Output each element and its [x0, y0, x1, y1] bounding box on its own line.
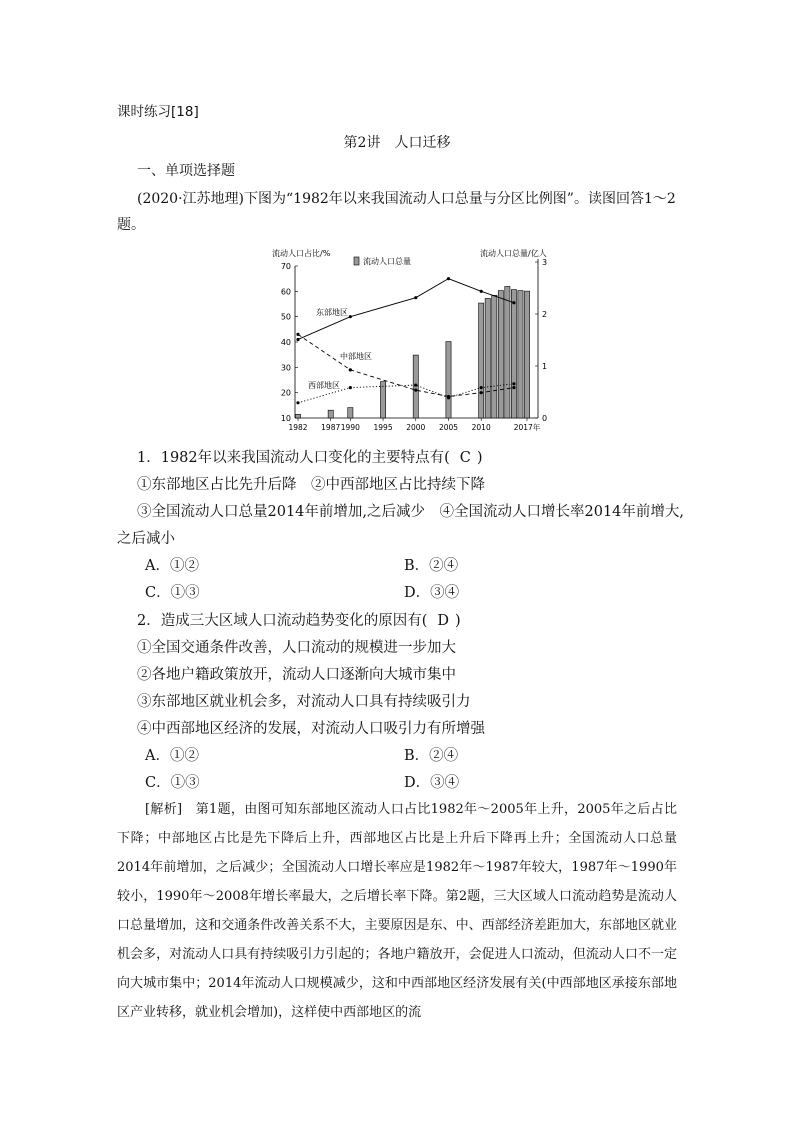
x-tick-label: 1990	[340, 423, 360, 432]
q1-statement-1: ①东部地区占比先升后降 ②中西部地区占比持续下降	[137, 477, 485, 493]
bar	[511, 290, 516, 418]
right-tick-label: 3	[542, 258, 548, 267]
bar	[492, 295, 497, 418]
q2-statement-3: ③东部地区就业机会多，对流动人口具有持续吸引力	[137, 694, 471, 710]
series-point	[296, 338, 299, 341]
series-point	[480, 386, 483, 389]
q1-statement-2: ③全国流动人口总量2014年前增加,之后减少 ④全国流动人口增长率2014年前增大,	[137, 504, 685, 520]
bar	[479, 303, 484, 418]
left-tick-label: 20	[280, 388, 291, 398]
q1-option-d[interactable]: D．③④	[404, 585, 460, 601]
series-point	[414, 389, 417, 392]
series-label-east: 东部地区	[316, 308, 348, 317]
analysis-block	[117, 795, 677, 1027]
x-tick-label: 1987	[321, 423, 341, 432]
q2-stem	[137, 609, 461, 630]
legend-swatch	[354, 257, 359, 265]
q2-answer: D	[437, 613, 450, 629]
q1-option-b[interactable]: B．②④	[404, 558, 459, 574]
bar	[498, 291, 503, 418]
series-point	[349, 368, 352, 371]
question-intro-cont: 题。	[117, 217, 145, 233]
right-tick-label: 2	[542, 310, 548, 319]
x-ticks	[288, 418, 540, 432]
q2-stem-text: 2．造成三大区域人口流动趋势变化的原因有(	[137, 613, 428, 629]
left-tick-label: 70	[280, 262, 291, 271]
left-ticks	[281, 262, 298, 423]
bar	[328, 410, 333, 418]
x-tick-label: 2010	[471, 423, 491, 432]
q2-option-a[interactable]: A．①②	[145, 748, 199, 764]
q1-option-a[interactable]: A．①②	[145, 558, 199, 574]
q2-close: )	[455, 613, 461, 629]
q1-answer: C	[459, 450, 471, 466]
series-point	[349, 386, 352, 389]
series-point	[414, 296, 417, 299]
q2-option-c[interactable]: C．①③	[145, 775, 200, 791]
bar	[380, 382, 385, 418]
bars	[295, 286, 529, 418]
right-axis-label: 流动人口总量/亿人	[480, 249, 547, 258]
right-tick-label: 0	[542, 414, 548, 423]
q1-option-c[interactable]: C．①③	[145, 585, 200, 601]
q1-stem	[137, 446, 483, 467]
header-label: 课时练习[18]	[117, 104, 199, 120]
q2-statement-1: ①全国交通条件改善，人口流动的规模进一步加大	[137, 640, 456, 656]
x-tick-label: 2000	[406, 423, 426, 432]
left-tick-label: 10	[280, 414, 291, 423]
bar	[518, 291, 523, 418]
q2-option-b[interactable]: B．②④	[404, 748, 459, 764]
series-label-west: 西部地区	[308, 381, 340, 390]
section-heading: 一、单项选择题	[137, 163, 235, 179]
series-point	[480, 391, 483, 394]
x-tick-label: 1995	[373, 423, 393, 432]
bar	[505, 286, 510, 418]
series-point	[447, 277, 450, 280]
series-point	[349, 315, 352, 318]
left-tick-label: 60	[280, 287, 291, 297]
series-point	[512, 301, 515, 304]
series-point	[512, 386, 515, 389]
legend-label: 流动人口总量	[363, 257, 411, 266]
series-point	[296, 333, 299, 336]
series-point	[447, 396, 450, 399]
series-label-central: 中部地区	[340, 352, 372, 361]
series-point	[414, 383, 417, 386]
left-tick-label: 40	[280, 338, 291, 347]
q2-statement-2: ②各地户籍政策放开，流动人口逐渐向大城市集中	[137, 667, 456, 683]
page-title: 第2讲 人口迁移	[343, 135, 451, 151]
q1-stem-text: 1．1982年以来我国流动人口变化的主要特点有(	[137, 450, 450, 466]
q1-close: )	[476, 450, 483, 466]
right-tick-label: 1	[542, 362, 548, 371]
left-axis-label: 流动人口占比/%	[272, 249, 331, 258]
q2-statement-4: ④中西部地区经济的发展，对流动人口吸引力有所增强	[137, 721, 485, 737]
series-point	[512, 382, 515, 385]
x-tick-label: 1982	[288, 423, 308, 432]
bar	[446, 342, 451, 418]
population-chart	[250, 242, 550, 432]
q1-statement-2-cont: 之后减小	[117, 531, 175, 547]
analysis-text: [解析] 第1题，由图可知东部地区流动人口占比1982年～2005年上升，2005年之后占比下降；中部地区占比是先下降后上升，西部地区占比是上升后下降再上升；全国流动人口总量2014年前增加，之后减少；全国流动人口增长率应是1982年～1987年较大，1987年～1990年较小，1990年～2008年增长率最大，之后增长率下降。第2题，三大区域人口流动趋势是流动人口总量增加，这和交通条件改善关系不大，主要原因是东、中、西部经济差距加大，东部地区就业机会多，对流动人口具有持续吸引力引起的；各地户籍放开，会促进人口流动，但流动人口不一定向大城市集中；2014年流动人口规模减少，这和中西部地区经济发展有关(中西部地区承接东部地区产业转移，就业机会增加)，这样使中西部地区的流	[117, 802, 677, 1020]
left-tick-label: 50	[280, 312, 291, 322]
q2-option-d[interactable]: D．③④	[404, 775, 460, 791]
bar	[485, 298, 490, 418]
x-tick-label: 2017年	[513, 423, 541, 432]
question-intro: (2020·江苏地理)下图为“1982年以来我国流动人口总量与分区比例图”。读图回答1～2	[137, 191, 676, 207]
left-tick-label: 30	[280, 363, 291, 373]
x-tick-label: 2005	[438, 423, 459, 432]
bar	[348, 408, 353, 418]
series-point	[296, 401, 299, 404]
series-point	[480, 290, 483, 293]
bar	[524, 291, 529, 418]
right-ticks	[535, 258, 547, 423]
bar	[295, 414, 300, 418]
